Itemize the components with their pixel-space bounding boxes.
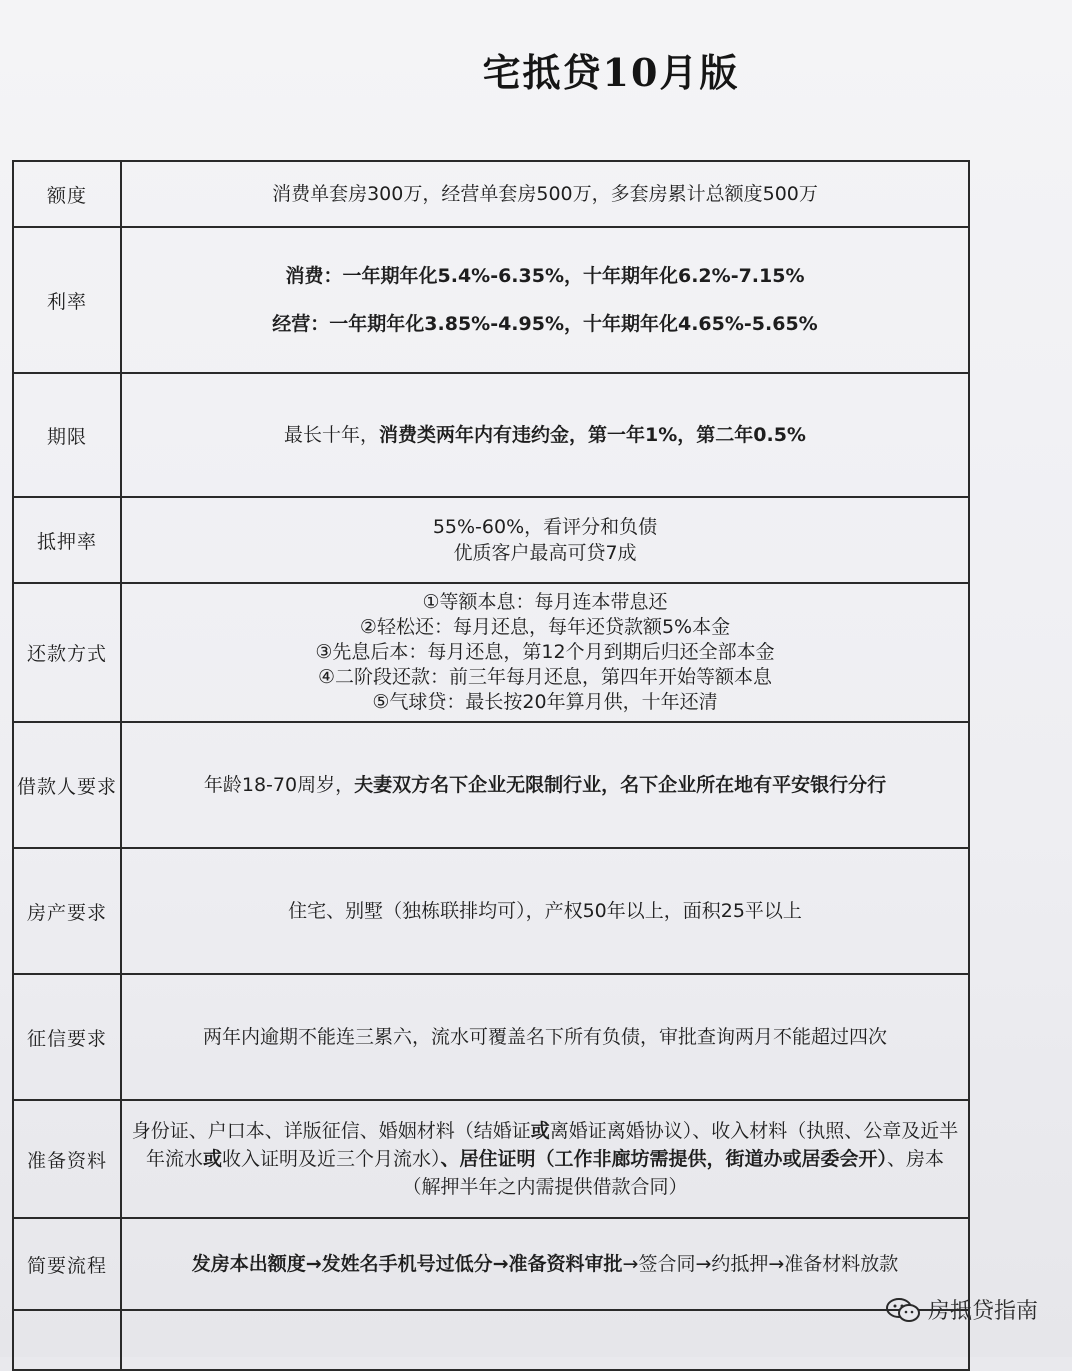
wechat-icon (886, 1297, 920, 1323)
process-part-2: →签合同→约抵押→准备材料放款 (622, 1253, 899, 1275)
ltv-line-1: 55%-60%，看评分和负债 (432, 516, 658, 538)
table-row (13, 583, 969, 722)
row-label-limit: 额度 (13, 161, 121, 227)
row-label-blank (13, 1310, 121, 1370)
repayment-cell (121, 583, 969, 722)
rate-cell (121, 227, 969, 373)
rate-consumer: 消费：一年期年化5.4%-6.35%，十年期年化6.2%-7.15% (285, 265, 805, 287)
row-label-property: 房产要求 (13, 848, 121, 974)
row-label-term: 期限 (13, 373, 121, 497)
credit-text: 两年内逾期不能连三累六，流水可覆盖名下所有负债，审批查询两月不能超过四次 (121, 974, 969, 1100)
documents-part-7: 、房本（解押半年之内需提供借款合同） (402, 1148, 945, 1198)
blank-cell (121, 1310, 969, 1370)
table-row (13, 373, 969, 497)
document-title: 宅抵贷10月版 (482, 50, 740, 95)
ltv-cell (121, 497, 969, 583)
table-row (13, 227, 969, 373)
documents-cell (121, 1100, 969, 1218)
process-cell (121, 1218, 969, 1310)
table-row (13, 722, 969, 848)
table-row (13, 974, 969, 1100)
documents-part-2: 或 (530, 1120, 550, 1142)
documents-part-1: 身份证、户口本、详版征信、婚姻材料（结婚证 (131, 1120, 531, 1142)
repayment-item-4: ④二阶段还款：前三年每月还息，第四年开始等额本息 (317, 666, 773, 688)
rate-business: 经营：一年期年化3.85%-4.95%，十年期年化4.65%-5.65% (272, 313, 818, 335)
table-row (13, 1100, 969, 1218)
borrower-text-b: 夫妻双方名下企业无限制行业，名下企业所在地有平安银行分行 (354, 774, 887, 796)
documents-part-4: 或 (202, 1148, 222, 1170)
table-row (13, 497, 969, 583)
repayment-item-5: ⑤气球贷：最长按20年算月供，十年还清 (372, 691, 718, 713)
borrower-cell (121, 722, 969, 848)
watermark (886, 1294, 1038, 1325)
row-label-process: 简要流程 (13, 1218, 121, 1310)
limit-text: 消费单套房300万，经营单套房500万，多套房累计总额度500万 (121, 161, 969, 227)
row-label-borrower: 借款人要求 (13, 722, 121, 848)
table-row (13, 848, 969, 974)
row-label-ltv: 抵押率 (13, 497, 121, 583)
ltv-line-2: 优质客户最高可贷7成 (453, 542, 637, 564)
row-label-repayment: 还款方式 (13, 583, 121, 722)
table-row (13, 1218, 969, 1310)
watermark-text: 房抵贷指南 (927, 1299, 1038, 1324)
loan-terms-table (12, 160, 970, 1371)
row-label-documents: 准备资料 (13, 1100, 121, 1218)
term-cell (121, 373, 969, 497)
documents-part-5: 收入证明及近三个月流水） (221, 1148, 441, 1170)
table-row (13, 161, 969, 227)
borrower-text-a: 年龄18-70周岁， (203, 774, 355, 796)
documents-part-3: 离婚证离婚协议）、收入材料（执照、公章及近半年流水 (145, 1120, 959, 1170)
row-label-rate: 利率 (13, 227, 121, 373)
repayment-item-1: ①等额本息：每月连本带息还 (422, 591, 668, 613)
repayment-item-3: ③先息后本：每月还息，第12个月到期后归还全部本金 (315, 641, 775, 663)
term-text-b: 消费类两年内有违约金，第一年1%，第二年0.5% (379, 424, 806, 446)
row-label-credit: 征信要求 (13, 974, 121, 1100)
term-text-a: 最长十年， (284, 424, 380, 446)
property-text: 住宅、别墅（独栋联排均可），产权50年以上，面积25平以上 (121, 848, 969, 974)
documents-part-6: 、居住证明（工作非廊坊需提供，街道办或居委会开） (440, 1148, 888, 1170)
process-part-1: 发房本出额度→发姓名手机号过低分→准备资料审批 (191, 1253, 623, 1275)
table-row (13, 1310, 969, 1370)
repayment-item-2: ②轻松还：每月还息，每年还贷款额5%本金 (359, 616, 731, 638)
